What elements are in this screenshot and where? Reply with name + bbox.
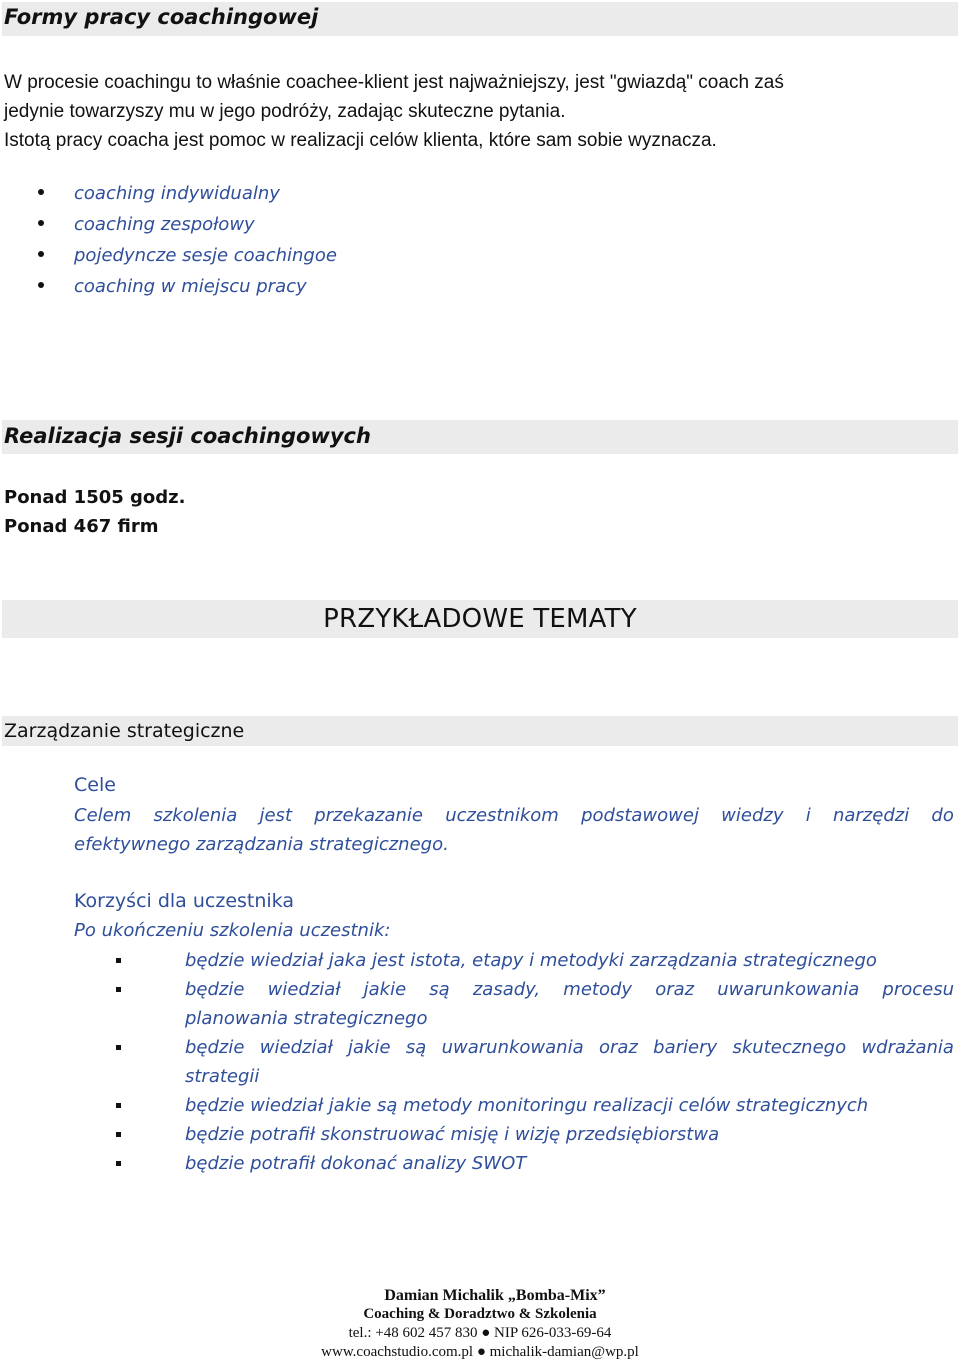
benefits-list (116, 946, 954, 1178)
word: oraz (598, 1037, 638, 1058)
word: są (429, 979, 450, 1000)
intro-line: Istotą pracy coacha jest pomoc w realizacji celów klienta, które sam sobie wyznacza. (4, 130, 717, 151)
word: uwarunkowania (441, 1037, 584, 1058)
stat-companies: Ponad 467 firm (4, 516, 159, 537)
bullet-icon (38, 282, 44, 288)
list-item: będzie wiedział jaka jest istota, etapy i metodyki zarządzania strategicznego (116, 946, 954, 975)
footer-company: Coaching & Doradztwo & Szkolenia (363, 1306, 597, 1322)
list-item: będzie wiedział jakie są uwarunkowania oraz bariery skutecznego wdrażania strategii (116, 1033, 954, 1091)
word: procesu (882, 979, 954, 1000)
word: oraz (655, 979, 695, 1000)
word: wdrażania (861, 1037, 954, 1058)
list-item: będzie wiedział jakie są zasady, metody oraz uwarunkowania procesu planowania strategicznego (116, 975, 954, 1033)
goals-line: Celem szkolenia jest przekazanie uczestnikom podstawowej wiedzy i narzędzi do (74, 805, 954, 826)
bullet-icon (38, 220, 44, 226)
goals-text (74, 801, 954, 859)
square-bullet-icon (116, 1161, 121, 1166)
list-item: będzie wiedział jakie są metody monitoringu realizacji celów strategicznych (116, 1091, 954, 1120)
word: bariery (653, 1037, 718, 1058)
goals-line: efektywnego zarządzania strategicznego. (74, 834, 449, 855)
square-bullet-icon (116, 1132, 121, 1137)
word: jakie (347, 1037, 391, 1058)
word: wiedział (259, 1037, 333, 1058)
justified-line (185, 1033, 954, 1062)
benefits-intro: Po ukończeniu szkolenia uczestnik: (74, 920, 391, 941)
footer (0, 1286, 960, 1362)
word: skutecznego (732, 1037, 847, 1058)
word: będzie (185, 1037, 245, 1058)
topics-heading: PRZYKŁADOWE TEMATY (323, 604, 637, 634)
word: jakie (363, 979, 407, 1000)
section-heading-forms: Formy pracy coachingowej (4, 5, 319, 29)
word: zasady, (472, 979, 541, 1000)
bullet-icon (38, 189, 44, 195)
word: będzie (185, 979, 245, 1000)
intro-line: jedynie towarzyszy mu w jego podróży, zadając skuteczne pytania. (4, 101, 566, 122)
topic-title: Zarządzanie strategiczne (4, 720, 245, 742)
list-item: będzie potrafił skonstruować misję i wizję przedsiębiorstwa (116, 1120, 954, 1149)
word: uwarunkowania (717, 979, 860, 1000)
benefits-label: Korzyści dla uczestnika (74, 890, 294, 912)
square-bullet-icon (116, 958, 121, 963)
footer-contact-web: www.coachstudio.com.pl ● michalik-damian@wp.pl (321, 1344, 639, 1360)
justified-line (185, 975, 954, 1004)
footer-contact-phone: tel.: +48 602 457 830 ● NIP 626-033-69-64 (348, 1325, 612, 1341)
goals-label: Cele (74, 774, 116, 796)
intro-line: W procesie coachingu to właśnie coachee-klient jest najważniejszy, jest "gwiazdą" coach zaś (4, 72, 784, 93)
list-item: będzie potrafił dokonać analizy SWOT (116, 1149, 954, 1178)
square-bullet-icon (116, 987, 121, 992)
intro-paragraph (4, 68, 944, 155)
word: są (405, 1037, 427, 1058)
word: wiedział (267, 979, 341, 1000)
square-bullet-icon (116, 1045, 121, 1050)
bullet-icon (38, 251, 44, 257)
footer-name: Damian Michalik „Bomba-Mix” (384, 1287, 606, 1304)
word: metody (563, 979, 633, 1000)
section-heading-sessions: Realizacja sesji coachingowych (4, 424, 371, 448)
stat-hours: Ponad 1505 godz. (4, 487, 186, 508)
square-bullet-icon (116, 1103, 121, 1108)
